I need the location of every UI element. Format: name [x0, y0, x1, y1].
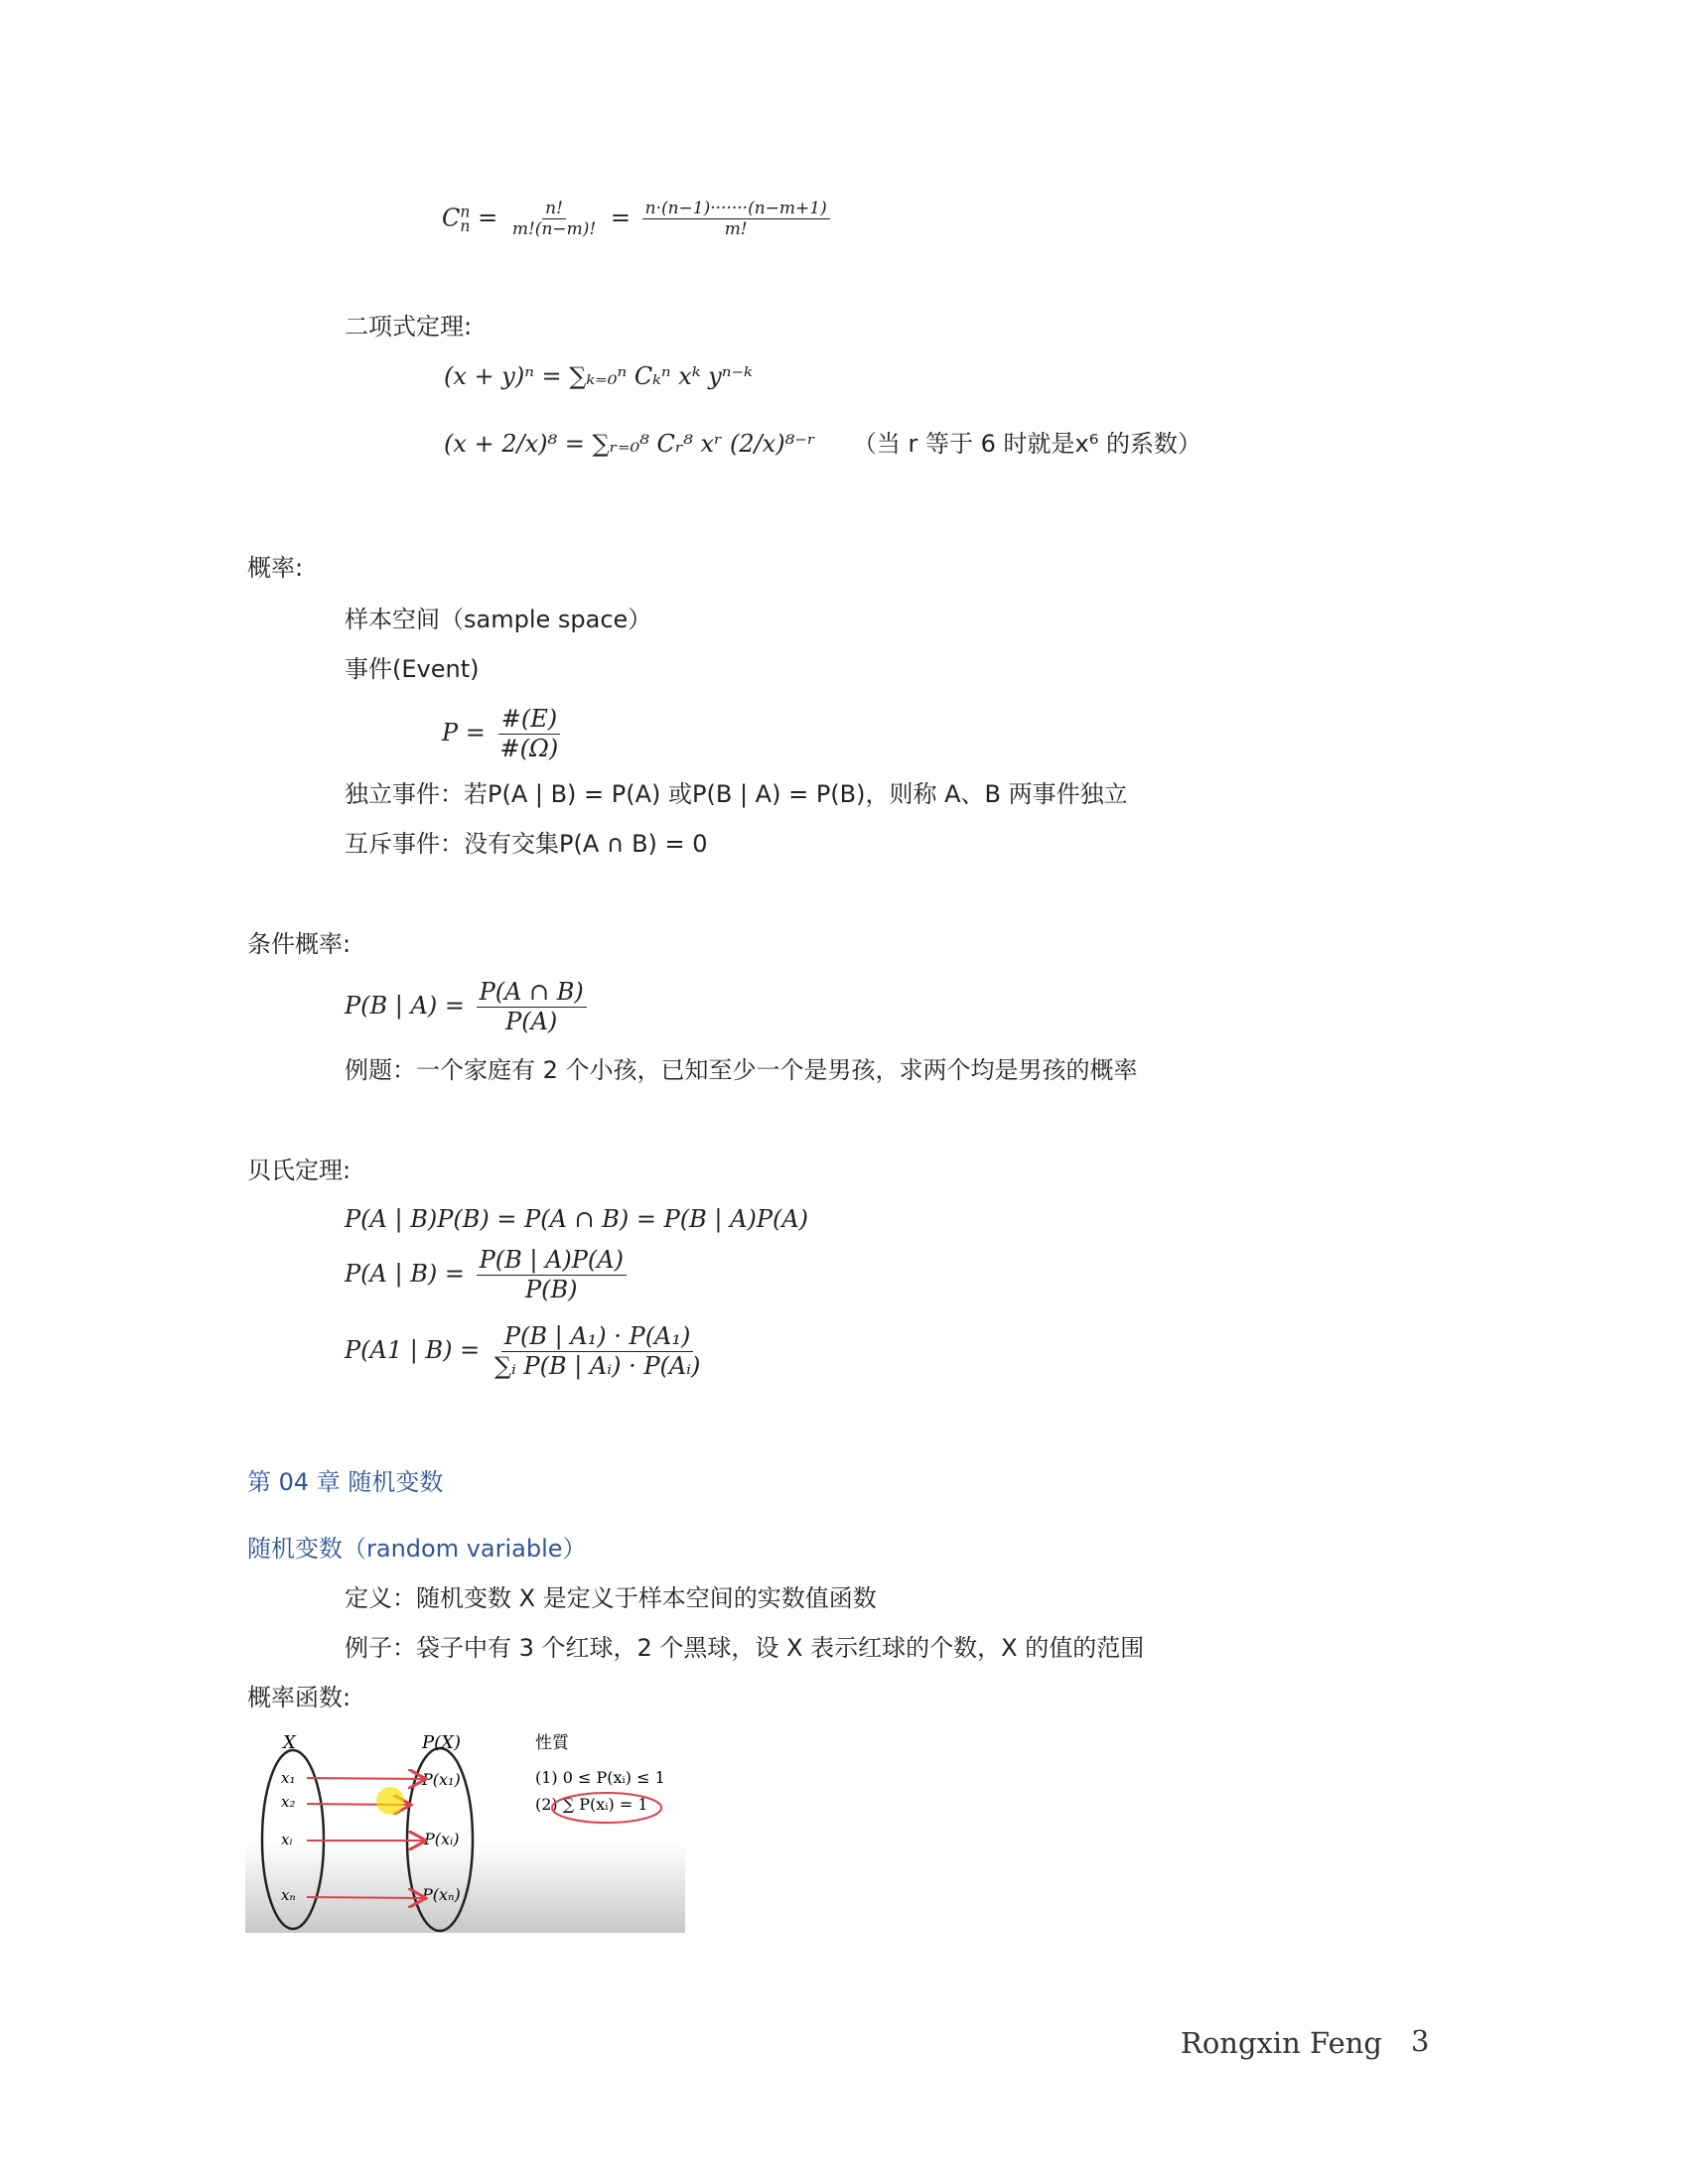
binomial-example-formula: (x + 2/x)⁸ = ∑ᵣ₌₀⁸ Cᵣ⁸ xʳ (2/x)⁸⁻ʳ （当 r 等于 6 时就是x⁶ 的系数）: [444, 430, 1201, 458]
bayes-heading: 贝氏定理:: [247, 1157, 352, 1184]
conditional-probability-heading: 条件概率:: [247, 930, 352, 958]
bayes-formula-2: P(A | B) = $\frac{P(B | A)P(A)}{P(B)}$: [345, 1246, 631, 1304]
random-variable-heading: 随机变数（random variable）: [247, 1535, 587, 1563]
probability-heading: 概率:: [247, 554, 304, 582]
x-item: x₂: [281, 1793, 296, 1811]
footer-author: Rongxin Feng: [1181, 2026, 1382, 2060]
binomial-general-formula: (x + y)ⁿ = ∑ₖ₌₀ⁿ Cₖⁿ xᵏ yⁿ⁻ᵏ: [444, 362, 753, 390]
chapter-heading: 第 04 章 随机变数: [247, 1468, 444, 1496]
probability-definition-formula: P = $\frac{\#(E)}{\#(\Omega)}$: [442, 705, 559, 762]
cursor-highlight: [376, 1787, 404, 1815]
event-text: 事件(Event): [345, 655, 480, 683]
property-2: (2) ∑ P(xᵢ) = 1: [535, 1795, 648, 1814]
definition-text: 定义：随机变数 X 是定义于样本空间的实数值函数: [345, 1584, 877, 1612]
bayes-formula-1: P(A | B)P(B) = P(A ∩ B) = P(B | A)P(A): [345, 1205, 809, 1233]
probability-function-figure: [245, 1733, 685, 1933]
page-number: 3: [1411, 2024, 1430, 2058]
combination-formula: $C^n_n$ = $\frac{n!}{m!(n-m)!}$ = $\frac{n\cdot(n-1)\cdot\cdot\cdot\cdot\cdot\cdot\cdot(n-m+1)}{m!}$: [442, 199, 834, 240]
p-item: P(xₙ): [422, 1885, 461, 1904]
x-item: xₙ: [281, 1886, 296, 1904]
props-title: 性質: [535, 1733, 569, 1753]
p-item: P(xᵢ): [424, 1830, 460, 1848]
x-item: xᵢ: [281, 1831, 293, 1848]
binomial-heading: 二项式定理:: [345, 313, 473, 341]
p-item: P(x₁): [422, 1770, 461, 1789]
px-label: P(X): [422, 1733, 461, 1753]
example-text-2: 例子：袋子中有 3 个红球，2 个黑球，设 X 表示红球的个数，X 的值的范围: [345, 1634, 1145, 1662]
bayes-formula-3: P(A1 | B) = $\frac{\text{P(B | A₁) · P(A₁)}}{\text{∑ᵢ P(B | Aᵢ) · P(Aᵢ)}}$: [345, 1322, 701, 1380]
conditional-probability-formula: P(B | A) = $\frac{P(A \cap B)}{P(A)}$: [345, 978, 591, 1036]
example-text: 例题：一个家庭有 2 个小孩，已知至少一个是男孩，求两个均是男孩的概率: [345, 1056, 1138, 1084]
independent-events-text: 独立事件：若P(A | B) = P(A) 或P(B | A) = P(B)，则称 A、B 两事件独立: [345, 780, 1128, 808]
probability-function-heading: 概率函数:: [247, 1684, 352, 1711]
x-label: X: [283, 1733, 296, 1753]
exclusive-events-text: 互斥事件：没有交集P(A ∩ B) = 0: [345, 830, 708, 858]
x-item: x₁: [281, 1769, 296, 1787]
sample-space-text: 样本空间（sample space）: [345, 606, 652, 633]
property-1: (1) 0 ≤ P(xᵢ) ≤ 1: [535, 1768, 665, 1787]
